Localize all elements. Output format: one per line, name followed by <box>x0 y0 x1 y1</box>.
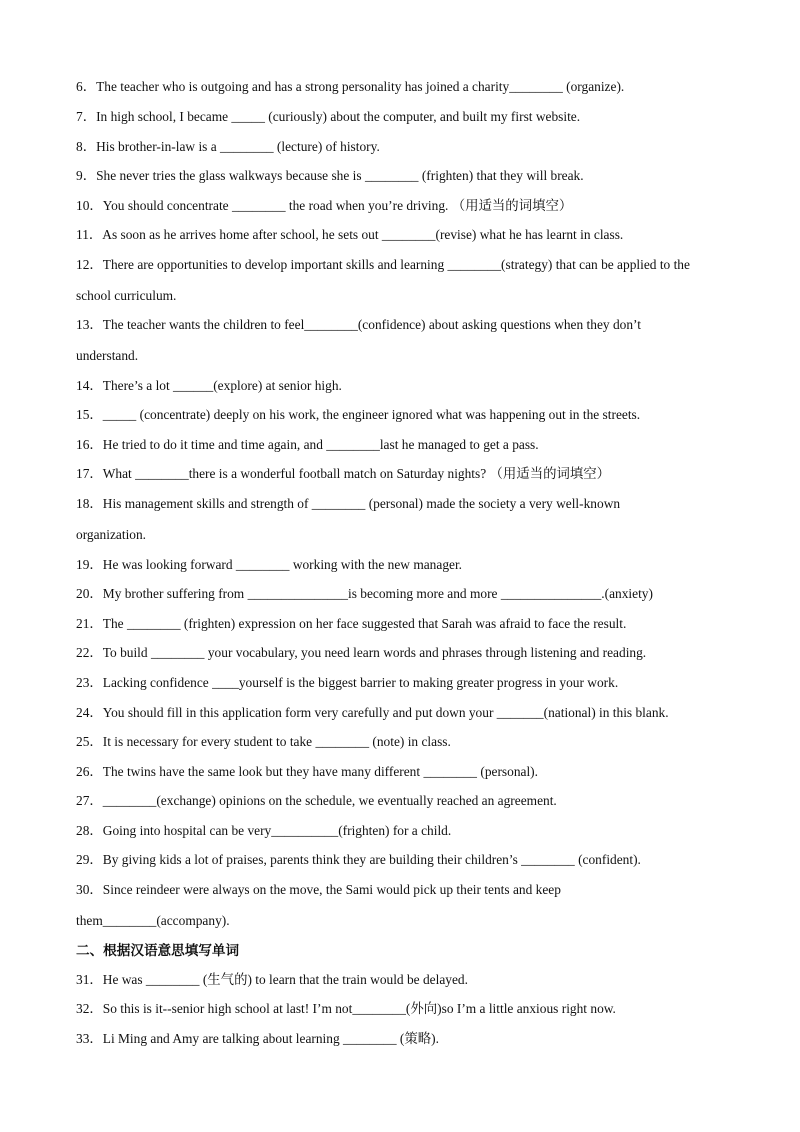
section-2-heading: 二、根据汉语意思填写单词 <box>76 943 240 959</box>
question-18-line-1: 18．His management skills and strength of ________ (personal) made the society a very well-known <box>76 496 621 511</box>
question-15: 15．_____ (concentrate) deeply on his work, the engineer ignored what was happening out in the streets. <box>76 407 641 422</box>
question-11: 11．As soon as he arrives home after school, he sets out ________(revise) what he has learnt in class. <box>76 227 624 242</box>
question-7: 7．In high school, I became _____ (curiously) about the computer, and built my first website. <box>76 109 581 124</box>
question-26: 26．The twins have the same look but they have many different ________ (personal). <box>76 764 538 779</box>
question-12-line-2: school curriculum. <box>76 288 177 303</box>
question-13-line-1: 13．The teacher wants the children to feel________(confidence) about asking questions when they don’t <box>76 317 641 332</box>
question-10: 10．You should concentrate ________ the road when you’re driving. （用适当的词填空） <box>76 198 573 213</box>
question-9: 9．She never tries the glass walkways because she is ________ (frighten) that they will break. <box>76 168 584 183</box>
question-30-line-1: 30．Since reindeer were always on the move, the Sami would pick up their tents and keep <box>76 882 561 897</box>
question-30-line-2: them________(accompany). <box>76 913 230 928</box>
question-32: 32．So this is it--senior high school at last! I’m not________(外向)so I’m a little anxious right now. <box>76 1001 616 1016</box>
question-25: 25．It is necessary for every student to take ________ (note) in class. <box>76 734 451 749</box>
question-20: 20．My brother suffering from _______________is becoming more and more _______________.(anxiety) <box>76 586 653 601</box>
question-33: 33．Li Ming and Amy are talking about learning ________ (策略). <box>76 1031 439 1046</box>
question-17: 17．What ________there is a wonderful football match on Saturday nights? （用适当的词填空） <box>76 466 611 481</box>
question-14: 14．There’s a lot ______(explore) at senior high. <box>76 378 342 393</box>
question-22: 22．To build ________ your vocabulary, you need learn words and phrases through listening and reading. <box>76 645 647 660</box>
question-28: 28．Going into hospital can be very__________(frighten) for a child. <box>76 823 452 838</box>
question-31: 31．He was ________ (生气的) to learn that the train would be delayed. <box>76 972 468 987</box>
question-8: 8．His brother-in-law is a ________ (lecture) of history. <box>76 139 380 154</box>
question-23: 23．Lacking confidence ____yourself is the biggest barrier to making greater progress in your work. <box>76 675 619 690</box>
question-16: 16．He tried to do it time and time again, and ________last he managed to get a pass. <box>76 437 539 452</box>
question-19: 19．He was looking forward ________ working with the new manager. <box>76 557 463 572</box>
question-13-line-2: understand. <box>76 348 139 363</box>
question-18-line-2: organization. <box>76 527 147 542</box>
question-12-line-1: 12．There are opportunities to develop important skills and learning ________(strategy) that can be applied to the <box>76 257 690 272</box>
question-29: 29．By giving kids a lot of praises, parents think they are building their children’s ________ (confident). <box>76 852 641 867</box>
question-6: 6．The teacher who is outgoing and has a strong personality has joined a charity________ (organize). <box>76 79 625 94</box>
question-27: 27．________(exchange) opinions on the schedule, we eventually reached an agreement. <box>76 793 557 808</box>
question-21: 21．The ________ (frighten) expression on her face suggested that Sarah was afraid to face the result. <box>76 616 627 631</box>
question-24: 24．You should fill in this application form very carefully and put down your _______(national) in this blank. <box>76 705 669 720</box>
